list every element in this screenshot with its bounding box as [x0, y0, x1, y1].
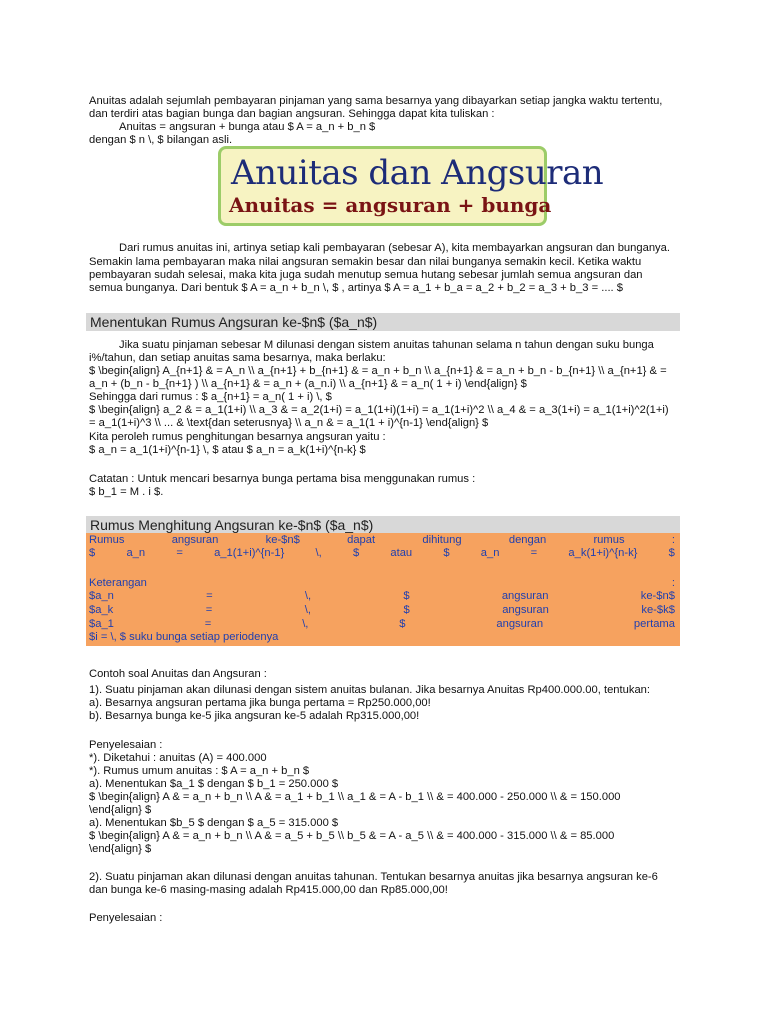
cell: = [176, 547, 183, 559]
cell: $a_k [89, 604, 114, 616]
cell: $ [399, 618, 406, 630]
cell: = [205, 604, 213, 616]
cell: atau [390, 547, 413, 559]
cell: a_k(1+i)^{n-k} [568, 547, 638, 559]
example-line: dan bunga ke-6 masing-masing adalah Rp415.000,00 dan Rp85.000,00! [89, 884, 448, 896]
banner-image [218, 146, 604, 226]
section1-line: i%/tahun, dan setiap anuitas sama besarnya, maka berlaku: [89, 352, 386, 364]
cell: : [671, 534, 675, 546]
cell: ke-$n$ [265, 534, 300, 546]
banner-subtitle: Anuitas = angsuran + bunga [229, 193, 552, 217]
intro-line-2: dan terdiri atas bagian bunga dan bagian angsuran. Sehingga dapat kita tuliskan : [89, 108, 495, 120]
cell: : [671, 577, 675, 589]
cell: \, [315, 547, 322, 559]
cell: $ [443, 547, 450, 559]
cell: rumus [593, 534, 625, 546]
cell: $ [352, 547, 360, 559]
cell: dengan [508, 534, 547, 546]
section1-line: Kita peroleh rumus penghitungan besarnya angsuran yaitu : [89, 431, 386, 443]
cell: \, [304, 604, 311, 616]
formula-row-5 [89, 604, 675, 617]
formula-row-1 [89, 534, 675, 547]
cell: angsuran [501, 590, 549, 602]
section1-line: $ \begin{align} a_2 & = a_1(1+i) \\ a_3 & = a_2(1+i) = a_1(1+i)(1+i) = a_1(1+i)^2 \\ a_4 & = a_3(1+i) = a_1(1+i)^2(1+i) [89, 404, 669, 416]
example-line: a). Besarnya angsuran pertama jika bunga pertama = Rp250.000,00! [89, 697, 431, 709]
cell: $ [403, 590, 410, 602]
cell: angsuran [171, 534, 219, 546]
example-line: b). Besarnya bunga ke-5 jika angsuran ke-5 adalah Rp315.000,00! [89, 710, 420, 722]
formula-row-2 [89, 547, 675, 560]
cell: a_1(1+i)^{n-1} [214, 547, 285, 559]
example-line: \end{align} $ [89, 804, 152, 816]
cell: Keterangan [89, 577, 147, 589]
cell: $i = \, $ suku bunga setiap periodenya [89, 631, 279, 643]
cell: dihitung [422, 534, 462, 546]
section1-line: $ a_n = a_1(1+i)^{n-1} \, $ atau $ a_n = a_k(1+i)^{n-k} $ [89, 444, 366, 456]
example-line: Penyelesaian : [89, 739, 163, 751]
cell: $ [668, 547, 675, 559]
example-line: Penyelesaian : [89, 912, 163, 924]
intro-formula: Anuitas = angsuran + bunga atau $ A = a_n + b_n $ [119, 121, 376, 133]
cell: ke-$k$ [641, 604, 675, 616]
section1-line: $ \begin{align} A_{n+1} & = A_n \\ a_{n+1} + b_{n+1} & = a_n + b_n \\ a_{n+1} & = a_n + b_n - b_{n+1} \\ a_{n+1} & = [89, 365, 667, 377]
cell: \, [304, 590, 312, 602]
banner-title: Anuitas dan Angsuran [231, 153, 604, 193]
section1-line: Jika suatu pinjaman sebesar M dilunasi dengan sistem anuitas tahunan selama n tahun dengan suku bunga [119, 339, 654, 351]
formula-row-7 [89, 631, 675, 644]
para2-line-3: pembayaran sudah selesai, maka kita juga sudah menutup semua hutang sebesar jumlah semua angsuran dan [89, 269, 643, 281]
cell: ke-$n$ [640, 590, 675, 602]
para2-line-2: Semakin lama pembayaran maka nilai angsuran semakin besar dan nilai bunganya semakin kecil. Ketika waktu [89, 256, 642, 268]
cell: = [530, 547, 538, 559]
intro-line-1: Anuitas adalah sejumlah pembayaran pinjaman yang sama besarnya yang dibayarkan setiap jangka waktu tertentu, [89, 95, 663, 107]
formula-row-3 [89, 577, 675, 590]
para2-line-1: Dari rumus anuitas ini, artinya setiap kali pembayaran (sebesar A), kita membayarkan angsuran dan bunganya. [119, 242, 670, 254]
section-heading-1: Menentukan Rumus Angsuran ke-$n$ ($a_n$) [86, 313, 680, 331]
cell: angsuran [496, 618, 544, 630]
example-line: a). Menentukan $a_1 $ dengan $ b_1 = 250.000 $ [89, 778, 339, 790]
formula-row-4 [89, 590, 675, 603]
example-line: *). Diketahui : anuitas (A) = 400.000 [89, 752, 267, 764]
cell: dapat [347, 534, 376, 546]
example-line: 2). Suatu pinjaman akan dilunasi dengan anuitas tahunan. Tentukan besarnya anuitas jika besarnya angsuran ke-6 [89, 871, 658, 883]
cell: a_n [480, 547, 500, 559]
formula-box [86, 533, 680, 646]
example-line: *). Rumus umum anuitas : $ A = a_n + b_n $ [89, 765, 310, 777]
formula-row-6 [89, 618, 675, 631]
cell: Rumus [89, 534, 125, 546]
cell: $a_1 [89, 618, 114, 630]
example-line: \end{align} $ [89, 843, 152, 855]
cell: $a_n [89, 590, 114, 602]
section1-line: Sehingga dari rumus : $ a_{n+1} = a_n( 1 + i) \, $ [89, 391, 332, 403]
section1-line: a_n + (b_n - b_{n+1} ) \\ a_{n+1} & = a_n + (a_n.i) \\ a_{n+1} & = a_n( 1 + i) \end{align} $ [89, 378, 527, 390]
section1-note-formula: $ b_1 = M . i $. [89, 486, 164, 498]
cell: pertama [633, 618, 675, 630]
example-line: Contoh soal Anuitas dan Angsuran : [89, 668, 267, 680]
example-line: 1). Suatu pinjaman akan dilunasi dengan sistem anuitas bulanan. Jika besarnya Anuitas Rp400.000.00, tentukan: [89, 684, 650, 696]
example-line: $ \begin{align} A & = a_n + b_n \\ A & = a_5 + b_5 \\ b_5 & = A - a_5 \\ & = 400.000 - 315.000 \\ & = 85.000 [89, 830, 615, 842]
section-heading-2: Rumus Menghitung Angsuran ke-$n$ ($a_n$) [86, 516, 680, 534]
para2-line-4: semua bunganya. Dari bentuk $ A = a_n + b_n \, $ , artinya $ A = a_1 + b_a = a_2 + b_2 = a_3 + b_3 = .... $ [89, 282, 623, 294]
example-line: a). Menentukan $b_5 $ dengan $ a_5 = 315.000 $ [89, 817, 339, 829]
cell: \, [302, 618, 309, 630]
example-line: $ \begin{align} A & = a_n + b_n \\ A & = a_1 + b_1 \\ a_1 & = A - b_1 \\ & = 400.000 - 250.000 \\ & = 150.000 [89, 791, 621, 803]
cell: $ [403, 604, 410, 616]
section1-line: = a_1(1+i)^3 \\ ... & \text{dan seterusnya} \\ a_n & = a_1(1 + i)^{n-1} \end{align} $ [89, 417, 489, 429]
intro-line-4: dengan $ n \, $ bilangan asli. [89, 134, 233, 146]
cell: = [204, 618, 212, 630]
cell: $ [89, 547, 96, 559]
cell: a_n [126, 547, 146, 559]
cell: angsuran [502, 604, 549, 616]
section1-note: Catatan : Untuk mencari besarnya bunga pertama bisa menggunakan rumus : [89, 473, 476, 485]
cell: = [206, 590, 213, 602]
